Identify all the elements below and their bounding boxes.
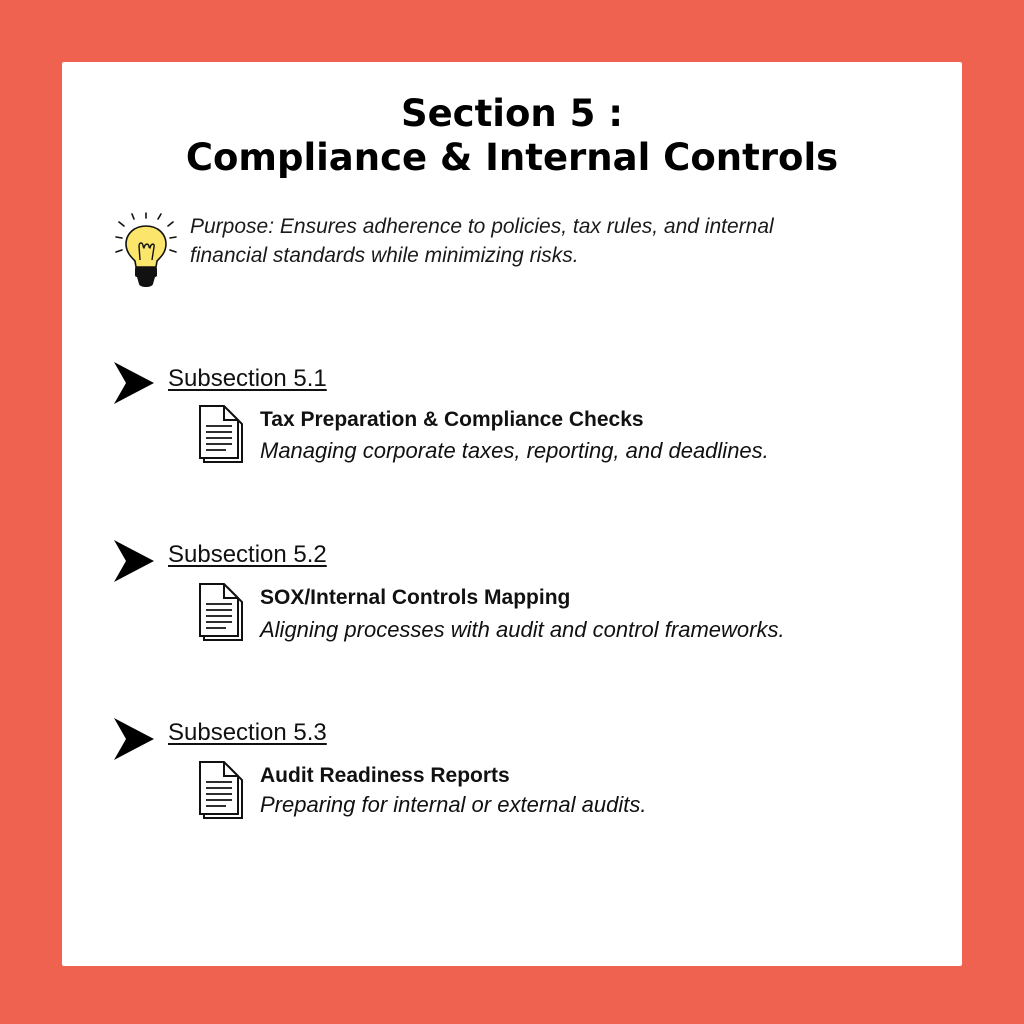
subsection-5-1-title: Subsection 5.1 — [168, 365, 327, 392]
arrow-icon — [112, 538, 156, 584]
subsection-5-1-item-desc: Managing corporate taxes, reporting, and deadlines. — [260, 438, 769, 463]
subsection-5-3-item-title: Audit Readiness Reports — [260, 764, 510, 787]
document-icon — [196, 760, 246, 822]
section-subtitle: Compliance & Internal Controls — [185, 136, 839, 179]
purpose-line-1: Purpose: Ensures adherence to policies, tax rules, and internal — [190, 215, 774, 238]
document-icon — [196, 582, 246, 644]
purpose-line-2: financial standards while minimizing risks. — [190, 244, 579, 267]
subsection-5-2-item-title: SOX/Internal Controls Mapping — [260, 586, 571, 609]
content-card — [62, 62, 962, 966]
subsection-5-2-title: Subsection 5.2 — [168, 541, 327, 568]
subsection-5-3-title: Subsection 5.3 — [168, 719, 327, 746]
subsection-5-2-item-desc: Aligning processes with audit and control frameworks. — [260, 617, 785, 642]
arrow-icon — [112, 360, 156, 406]
section-title: Section 5 : — [400, 92, 624, 135]
document-icon — [196, 404, 246, 466]
lightbulb-icon — [112, 212, 180, 292]
subsection-5-3-item-desc: Preparing for internal or external audits. — [260, 792, 647, 817]
purpose-text — [190, 212, 890, 270]
subsection-5-1-item-title: Tax Preparation & Compliance Checks — [260, 408, 644, 431]
arrow-icon — [112, 716, 156, 762]
